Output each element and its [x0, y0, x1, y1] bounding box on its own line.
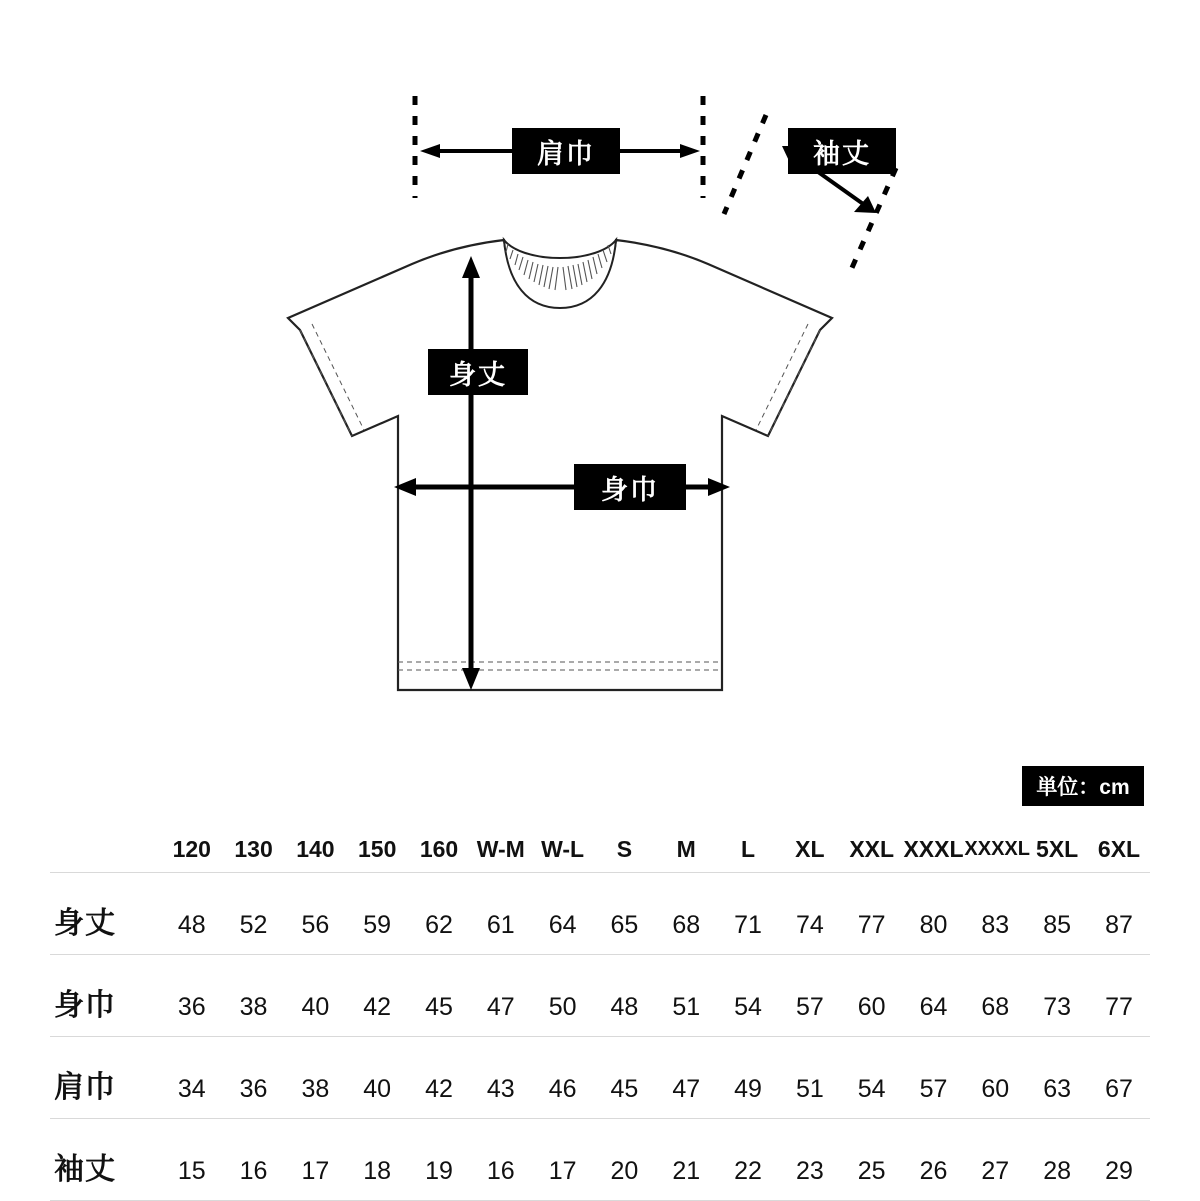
cell-shoulder-width-14: 63	[1043, 1075, 1072, 1103]
cell-body-length-11: 77	[857, 911, 886, 939]
cell-body-width-3: 42	[363, 993, 392, 1021]
table-row	[50, 1119, 1150, 1201]
label-body-width: 身巾	[574, 464, 686, 510]
cell-body-width-6: 50	[548, 993, 577, 1021]
cell-body-length-1: 52	[239, 911, 268, 939]
cell-sleeve-length-2: 17	[301, 1157, 330, 1185]
cell-shoulder-width-6: 46	[548, 1075, 577, 1103]
header-row-label	[50, 826, 161, 873]
header-size-5: W-M	[476, 835, 525, 862]
cell-sleeve-length-6: 17	[548, 1157, 577, 1185]
table-row	[50, 955, 1150, 1037]
size-table-body	[50, 873, 1150, 1201]
unit-note-badge: 単位：cm	[1022, 766, 1144, 806]
cell-shoulder-width-11: 54	[857, 1075, 886, 1103]
header-size-6: W-L	[541, 835, 585, 862]
cell-body-width-2: 40	[301, 993, 330, 1021]
cell-body-width-15: 77	[1105, 993, 1133, 1021]
label-shoulder-width: 肩巾	[512, 128, 620, 174]
header-size-3: 150	[358, 835, 397, 862]
cell-shoulder-width-12: 57	[919, 1075, 948, 1103]
header-size-0: 120	[172, 835, 211, 862]
cell-sleeve-length-8: 21	[672, 1157, 701, 1185]
size-table	[50, 826, 1150, 1201]
cell-shoulder-width-0: 34	[177, 1075, 206, 1103]
cell-shoulder-width-8: 47	[672, 1075, 701, 1103]
cell-body-width-14: 73	[1043, 993, 1072, 1021]
cell-sleeve-length-5: 16	[486, 1157, 515, 1185]
cell-shoulder-width-4: 42	[425, 1075, 453, 1103]
cell-body-width-9: 54	[734, 993, 762, 1021]
cell-sleeve-length-14: 28	[1043, 1157, 1072, 1185]
cell-body-width-12: 64	[919, 993, 948, 1021]
cell-body-length-2: 56	[301, 911, 330, 939]
table-row	[50, 873, 1150, 955]
cell-body-length-4: 62	[425, 911, 453, 939]
row-label-body-length: 身丈	[54, 907, 116, 940]
cell-sleeve-length-7: 20	[610, 1157, 639, 1185]
cell-body-width-7: 48	[610, 993, 639, 1021]
header-size-13: XXXXL	[964, 837, 1030, 860]
header-size-4: 160	[419, 835, 459, 862]
cell-sleeve-length-13: 27	[981, 1157, 1010, 1185]
cell-sleeve-length-9: 22	[734, 1157, 762, 1185]
cell-shoulder-width-5: 43	[486, 1075, 515, 1103]
cell-body-width-11: 60	[857, 993, 886, 1021]
cell-body-length-3: 59	[363, 911, 392, 939]
header-size-10: XL	[795, 835, 825, 862]
cell-sleeve-length-11: 25	[857, 1157, 886, 1185]
cell-body-width-1: 38	[239, 993, 268, 1021]
header-size-1: 130	[234, 835, 273, 862]
cell-body-width-13: 68	[981, 993, 1010, 1021]
cell-body-width-8: 51	[672, 993, 701, 1021]
cell-body-length-9: 71	[734, 911, 762, 939]
cell-body-width-5: 47	[486, 993, 515, 1021]
row-label-shoulder-width: 肩巾	[54, 1071, 116, 1104]
cell-body-width-0: 36	[177, 993, 206, 1021]
cell-body-length-7: 65	[610, 911, 639, 939]
cell-sleeve-length-3: 18	[363, 1157, 392, 1185]
cell-sleeve-length-1: 16	[239, 1157, 268, 1185]
cell-shoulder-width-2: 38	[301, 1075, 330, 1103]
header-size-14: 5XL	[1036, 835, 1079, 862]
cell-body-length-8: 68	[672, 911, 701, 939]
row-label-body-width: 身巾	[54, 989, 116, 1022]
header-size-7: S	[616, 835, 633, 862]
cell-body-length-0: 48	[177, 911, 206, 939]
cell-body-length-10: 74	[795, 911, 824, 939]
cell-sleeve-length-12: 26	[919, 1157, 948, 1185]
cell-body-length-12: 80	[919, 911, 948, 939]
cell-body-length-6: 64	[548, 911, 577, 939]
cell-sleeve-length-4: 19	[425, 1157, 453, 1185]
cell-shoulder-width-9: 49	[734, 1075, 762, 1103]
cell-shoulder-width-1: 36	[239, 1075, 268, 1103]
label-sleeve-length: 袖丈	[788, 128, 896, 174]
cell-shoulder-width-3: 40	[363, 1075, 392, 1103]
cell-sleeve-length-15: 29	[1105, 1157, 1133, 1185]
label-body-length: 身丈	[428, 349, 528, 395]
header-size-12: XXXL	[903, 835, 964, 862]
cell-shoulder-width-15: 67	[1105, 1075, 1133, 1103]
table-row	[50, 1037, 1150, 1119]
header-size-15: 6XL	[1097, 835, 1141, 862]
cell-body-length-14: 85	[1043, 911, 1072, 939]
header-size-9: L	[741, 835, 756, 862]
table-header-row	[50, 826, 1150, 873]
cell-body-length-15: 87	[1105, 911, 1133, 939]
cell-body-width-10: 57	[795, 993, 824, 1021]
size-table-header	[50, 826, 1150, 873]
row-label-sleeve-length: 袖丈	[54, 1153, 116, 1186]
header-size-11: XXL	[849, 835, 895, 862]
cell-shoulder-width-7: 45	[610, 1075, 639, 1103]
cell-body-length-5: 61	[486, 911, 515, 939]
cell-body-width-4: 45	[425, 993, 453, 1021]
cell-sleeve-length-0: 15	[177, 1157, 206, 1185]
cell-shoulder-width-13: 60	[981, 1075, 1010, 1103]
header-size-2: 140	[296, 835, 335, 862]
cell-sleeve-length-10: 23	[795, 1157, 824, 1185]
cell-shoulder-width-10: 51	[795, 1075, 824, 1103]
cell-body-length-13: 83	[981, 911, 1010, 939]
header-size-8: M	[676, 835, 696, 862]
